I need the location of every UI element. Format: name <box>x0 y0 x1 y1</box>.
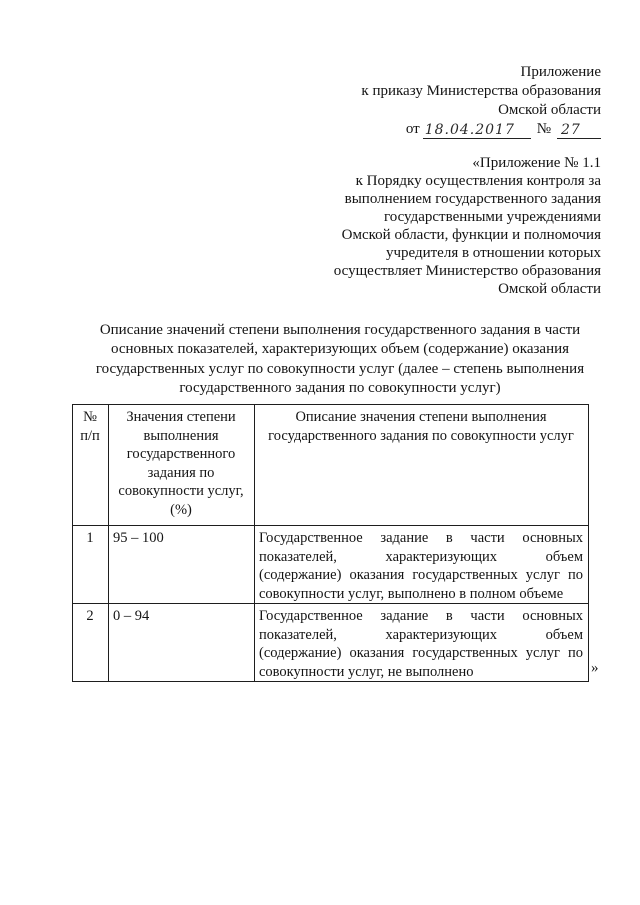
document-title <box>88 321 592 398</box>
title-line: государственных услуг по совокупности услуг (далее – степень выполнения <box>95 360 585 377</box>
description-line: (содержание) оказания государственных услуг по <box>259 645 583 661</box>
row-number-cell: 1 <box>73 526 109 604</box>
description-line: показателей, характеризующих объем <box>259 626 583 643</box>
header-number-line: п/п <box>80 427 100 444</box>
row-description-cell <box>255 604 589 682</box>
approval-line-3: Омской области <box>498 102 601 118</box>
description-line: совокупности услуг, не выполнено <box>259 663 474 680</box>
annex-line: Омской области, функции и полномочия <box>341 227 601 243</box>
description-line: показателей, характеризующих объем <box>259 548 583 565</box>
handwritten-number: 27 <box>557 122 601 139</box>
description-line: Государственное задание в части основных <box>259 530 583 546</box>
table-header-row <box>73 405 589 526</box>
header-number-line: № <box>83 409 97 425</box>
header-values-line: совокупности услуг, <box>118 483 244 499</box>
header-values-line: выполнения <box>143 427 219 444</box>
header-description-cell <box>255 405 589 526</box>
row-description-cell <box>255 526 589 604</box>
header-description-line: государственного задания по совокупности услуг <box>268 427 574 444</box>
title-line: Описание значений степени выполнения государственного задания в части <box>99 322 581 338</box>
annex-line: к Порядку осуществления контроля за <box>355 173 601 189</box>
table-row <box>73 604 589 682</box>
header-values-line: Значения степени <box>126 409 236 425</box>
number-prefix: № <box>536 121 551 137</box>
date-prefix: от <box>405 121 420 137</box>
title-line: государственного задания по совокупности услуг) <box>179 379 501 396</box>
order-date-line <box>361 120 601 139</box>
row-number-cell: 2 <box>73 604 109 682</box>
table-row <box>73 526 589 604</box>
completion-degree-table <box>72 404 589 682</box>
row-range-cell: 0 – 94 <box>109 604 255 682</box>
approval-line-1: Приложение <box>520 64 601 80</box>
handwritten-date: 18.04.2017 <box>423 122 531 139</box>
header-values-cell <box>109 405 255 526</box>
description-line: (содержание) оказания государственных услуг по <box>259 567 583 583</box>
title-line: основных показателей, характеризующих объем (содержание) оказания <box>110 341 570 358</box>
annex-line: Омской области <box>498 281 601 297</box>
annex-line: осуществляет Министерство образования <box>333 263 601 279</box>
approval-line-2: к приказу Министерства образования <box>361 83 601 99</box>
annex-line: «Приложение № 1.1 <box>472 155 601 171</box>
closing-quote: » <box>591 660 599 676</box>
header-values-line: (%) <box>170 501 192 518</box>
annex-line: государственными учреждениями <box>383 209 601 225</box>
header-number-cell <box>73 405 109 526</box>
header-values-line: задания по <box>147 464 215 481</box>
row-range-cell: 95 – 100 <box>109 526 255 604</box>
approval-block <box>361 63 601 139</box>
header-values-line: государственного <box>126 446 236 462</box>
header-description-line: Описание значения степени выполнения <box>295 409 547 425</box>
description-line: совокупности услуг, выполнено в полном объеме <box>259 585 564 602</box>
annex-line: выполнением государственного задания <box>344 191 601 207</box>
description-line: Государственное задание в части основных <box>259 608 583 624</box>
annex-line: учредителя в отношении которых <box>385 245 601 261</box>
annex-block <box>334 154 601 298</box>
